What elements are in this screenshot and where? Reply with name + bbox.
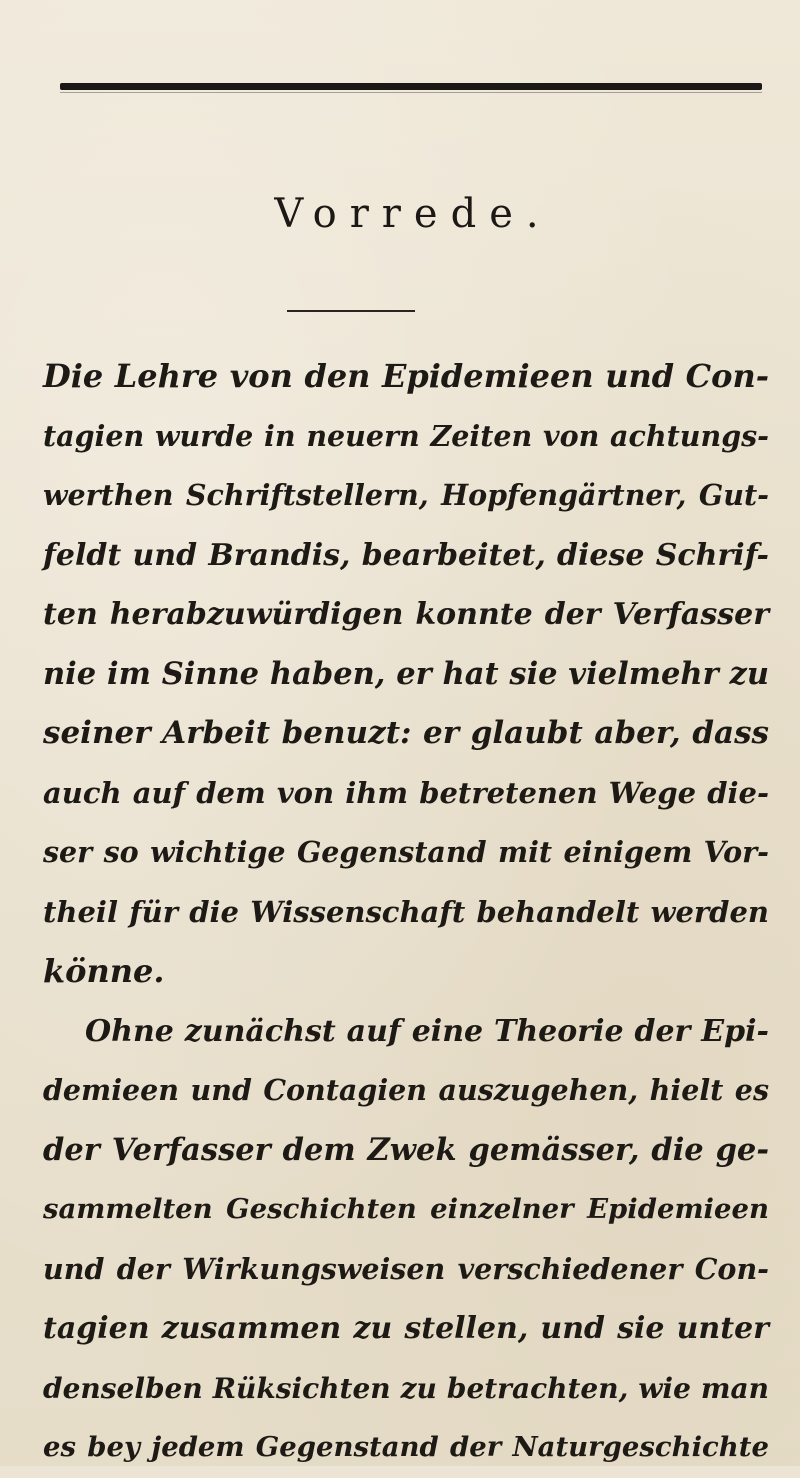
body-text <box>43 347 769 1478</box>
text-line: denselben Rüksichten zu betrachten, wie man <box>43 1371 769 1405</box>
text-line: werthen Schriftstellern, Hopfengärtner, Gut- <box>43 478 769 512</box>
text-line: der Verfasser dem Zwek gemässer, die ge- <box>43 1131 769 1168</box>
text-line: auch auf dem von ihm betretenen Wege die- <box>43 775 769 810</box>
page-heading: Vorrede. <box>274 191 552 237</box>
header-ornamental-rule <box>60 83 762 90</box>
text-line: seiner Arbeit benuzt: er glaubt aber, dass <box>43 715 769 751</box>
text-line: Die Lehre von den Epidemieen und Con- <box>43 357 769 395</box>
text-line: tagien zusammen zu stellen, und sie unter <box>43 1311 769 1346</box>
text-line: und der Wirkungsweisen verschiedener Con- <box>43 1251 769 1286</box>
text-line: es bey jedem Gegenstand der Naturgeschichte <box>43 1431 769 1463</box>
text-line: Ohne zunächst auf eine Theorie der Epi- <box>85 1013 769 1049</box>
text-line: ser so wichtige Gegenstand mit einigem Vor- <box>43 835 769 869</box>
paragraph <box>43 1002 769 1478</box>
text-line: demieen und Contagien auszugehen, hielt es <box>43 1073 769 1107</box>
text-line: nie im Sinne haben, er hat sie vielmehr zu <box>43 655 769 692</box>
text-line: theil für die Wissenschaft behandelt werden <box>43 894 769 929</box>
text-line: könne. <box>43 952 165 990</box>
text-line: sammelten Geschichten einzelner Epidemieen <box>43 1193 769 1225</box>
heading-divider-rule <box>287 310 415 312</box>
text-line: feldt und Brandis, bearbeitet, diese Schrif- <box>43 537 769 573</box>
text-line: ten herabzuwürdigen konnte der Verfasser <box>43 597 769 632</box>
text-line: tagien wurde in neuern Zeiten von achtungs- <box>43 418 769 453</box>
paragraph <box>43 347 769 1002</box>
